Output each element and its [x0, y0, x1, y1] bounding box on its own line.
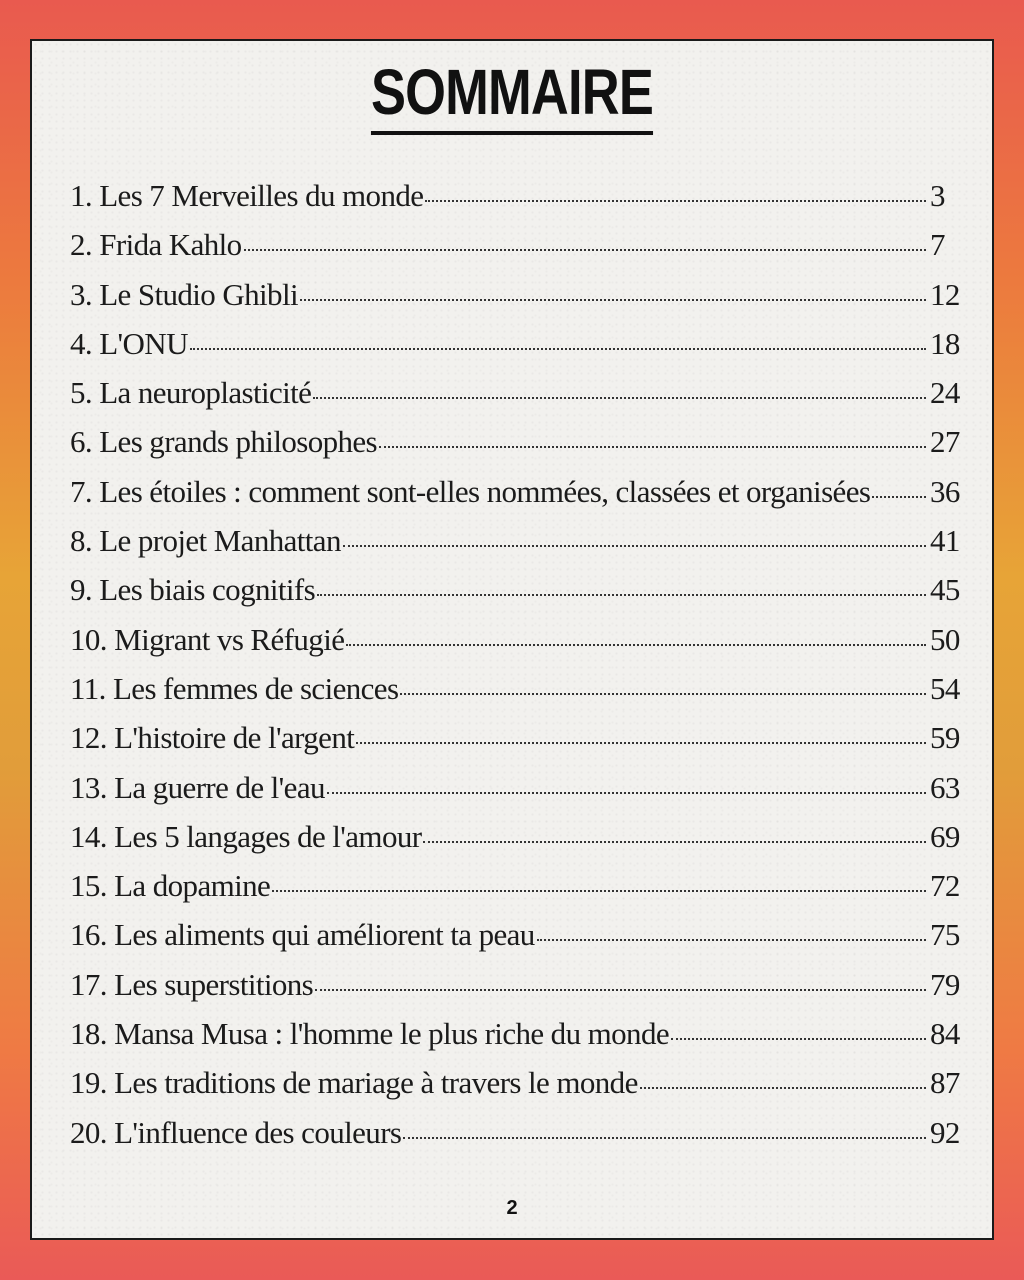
- toc-entry-label: 17. Les superstitions: [70, 966, 314, 1002]
- toc-entry-label: 12. L'histoire de l'argent: [70, 720, 355, 756]
- dot-leader: [423, 841, 926, 843]
- toc-entry-page: 36: [930, 473, 960, 509]
- document-page: [30, 39, 994, 1240]
- dot-leader: [872, 496, 926, 498]
- page-title: SOMMAIRE: [371, 59, 653, 135]
- toc-entry-10[interactable]: [70, 622, 966, 671]
- toc-entry-5[interactable]: [70, 375, 966, 424]
- dot-leader: [403, 1137, 926, 1139]
- toc-entry-page: 79: [930, 966, 960, 1002]
- toc-entry-label: 19. Les traditions de mariage à travers le monde: [70, 1065, 638, 1101]
- toc-entry-label: 10. Migrant vs Réfugié: [70, 621, 345, 657]
- toc-entry-label: 3. Le Studio Ghibli: [70, 276, 298, 312]
- toc-entry-label: 16. Les aliments qui améliorent ta peau: [70, 917, 535, 953]
- dot-leader: [317, 594, 926, 596]
- toc-entry-label: 5. La neuroplasticité: [70, 375, 312, 411]
- dot-leader: [244, 249, 926, 251]
- page-number: 2: [506, 1197, 518, 1219]
- toc-entry-page: 92: [930, 1114, 960, 1150]
- toc-entry-page: 12: [930, 276, 960, 312]
- toc-entry-label: 11. Les femmes de sciences: [70, 670, 399, 706]
- toc-entry-3[interactable]: [70, 277, 966, 326]
- toc-entry-17[interactable]: [70, 967, 966, 1016]
- toc-entry-page: 75: [930, 917, 960, 953]
- toc-entry-2[interactable]: [70, 227, 966, 276]
- toc-entry-label: 15. La dopamine: [70, 868, 271, 904]
- dot-leader: [346, 644, 926, 646]
- toc-entry-label: 18. Mansa Musa : l'homme le plus riche du monde: [70, 1016, 670, 1052]
- toc-entry-20[interactable]: [70, 1115, 966, 1164]
- toc-entry-page: 69: [930, 818, 960, 854]
- dot-leader: [640, 1087, 926, 1089]
- toc-entry-6[interactable]: [70, 424, 966, 473]
- toc-entry-page: 54: [930, 670, 960, 706]
- toc-entry-13[interactable]: [70, 770, 966, 819]
- title-block: [32, 56, 992, 135]
- toc-entry-label: 14. Les 5 langages de l'amour: [70, 818, 422, 854]
- toc-entry-page: 59: [930, 720, 960, 756]
- dot-leader: [190, 348, 926, 350]
- table-of-contents: [70, 178, 966, 1164]
- dot-leader: [425, 200, 926, 202]
- dot-leader: [313, 397, 926, 399]
- toc-entry-label: 20. L'influence des couleurs: [70, 1114, 402, 1150]
- dot-leader: [379, 446, 926, 448]
- toc-entry-page: 84: [930, 1016, 960, 1052]
- toc-entry-label: 6. Les grands philosophes: [70, 424, 378, 460]
- toc-entry-page: 3: [930, 178, 945, 213]
- dot-leader: [272, 890, 926, 892]
- toc-entry-11[interactable]: [70, 671, 966, 720]
- toc-entry-16[interactable]: [70, 917, 966, 966]
- toc-entry-8[interactable]: [70, 523, 966, 572]
- toc-entry-page: 63: [930, 769, 960, 805]
- toc-entry-page: 27: [930, 424, 960, 460]
- toc-entry-page: 45: [930, 572, 960, 608]
- toc-entry-label: 1. Les 7 Merveilles du monde: [70, 178, 424, 213]
- toc-entry-9[interactable]: [70, 572, 966, 621]
- dot-leader: [300, 299, 926, 301]
- toc-entry-page: 87: [930, 1065, 960, 1101]
- toc-entry-15[interactable]: [70, 868, 966, 917]
- toc-entry-18[interactable]: [70, 1016, 966, 1065]
- dot-leader: [343, 545, 926, 547]
- toc-entry-label: 4. L'ONU: [70, 325, 188, 361]
- toc-entry-page: 41: [930, 523, 960, 559]
- dot-leader: [327, 792, 926, 794]
- dot-leader: [671, 1038, 926, 1040]
- toc-entry-4[interactable]: [70, 326, 966, 375]
- toc-entry-1[interactable]: [70, 178, 966, 227]
- toc-entry-19[interactable]: [70, 1065, 966, 1114]
- toc-entry-7[interactable]: [70, 474, 966, 523]
- toc-entry-label: 7. Les étoiles : comment sont-elles nommées, classées et organisées: [70, 473, 871, 509]
- dot-leader: [537, 939, 926, 941]
- toc-entry-page: 7: [930, 227, 945, 263]
- toc-entry-page: 50: [930, 621, 960, 657]
- toc-entry-14[interactable]: [70, 819, 966, 868]
- dot-leader: [400, 693, 926, 695]
- toc-entry-label: 8. Le projet Manhattan: [70, 523, 341, 559]
- toc-entry-page: 24: [930, 375, 960, 411]
- toc-entry-label: 2. Frida Kahlo: [70, 227, 242, 263]
- toc-entry-12[interactable]: [70, 720, 966, 769]
- toc-entry-label: 9. Les biais cognitifs: [70, 572, 316, 608]
- toc-entry-page: 18: [930, 325, 960, 361]
- toc-entry-page: 72: [930, 868, 960, 904]
- dot-leader: [356, 742, 926, 744]
- dot-leader: [315, 989, 926, 991]
- toc-entry-label: 13. La guerre de l'eau: [70, 769, 325, 805]
